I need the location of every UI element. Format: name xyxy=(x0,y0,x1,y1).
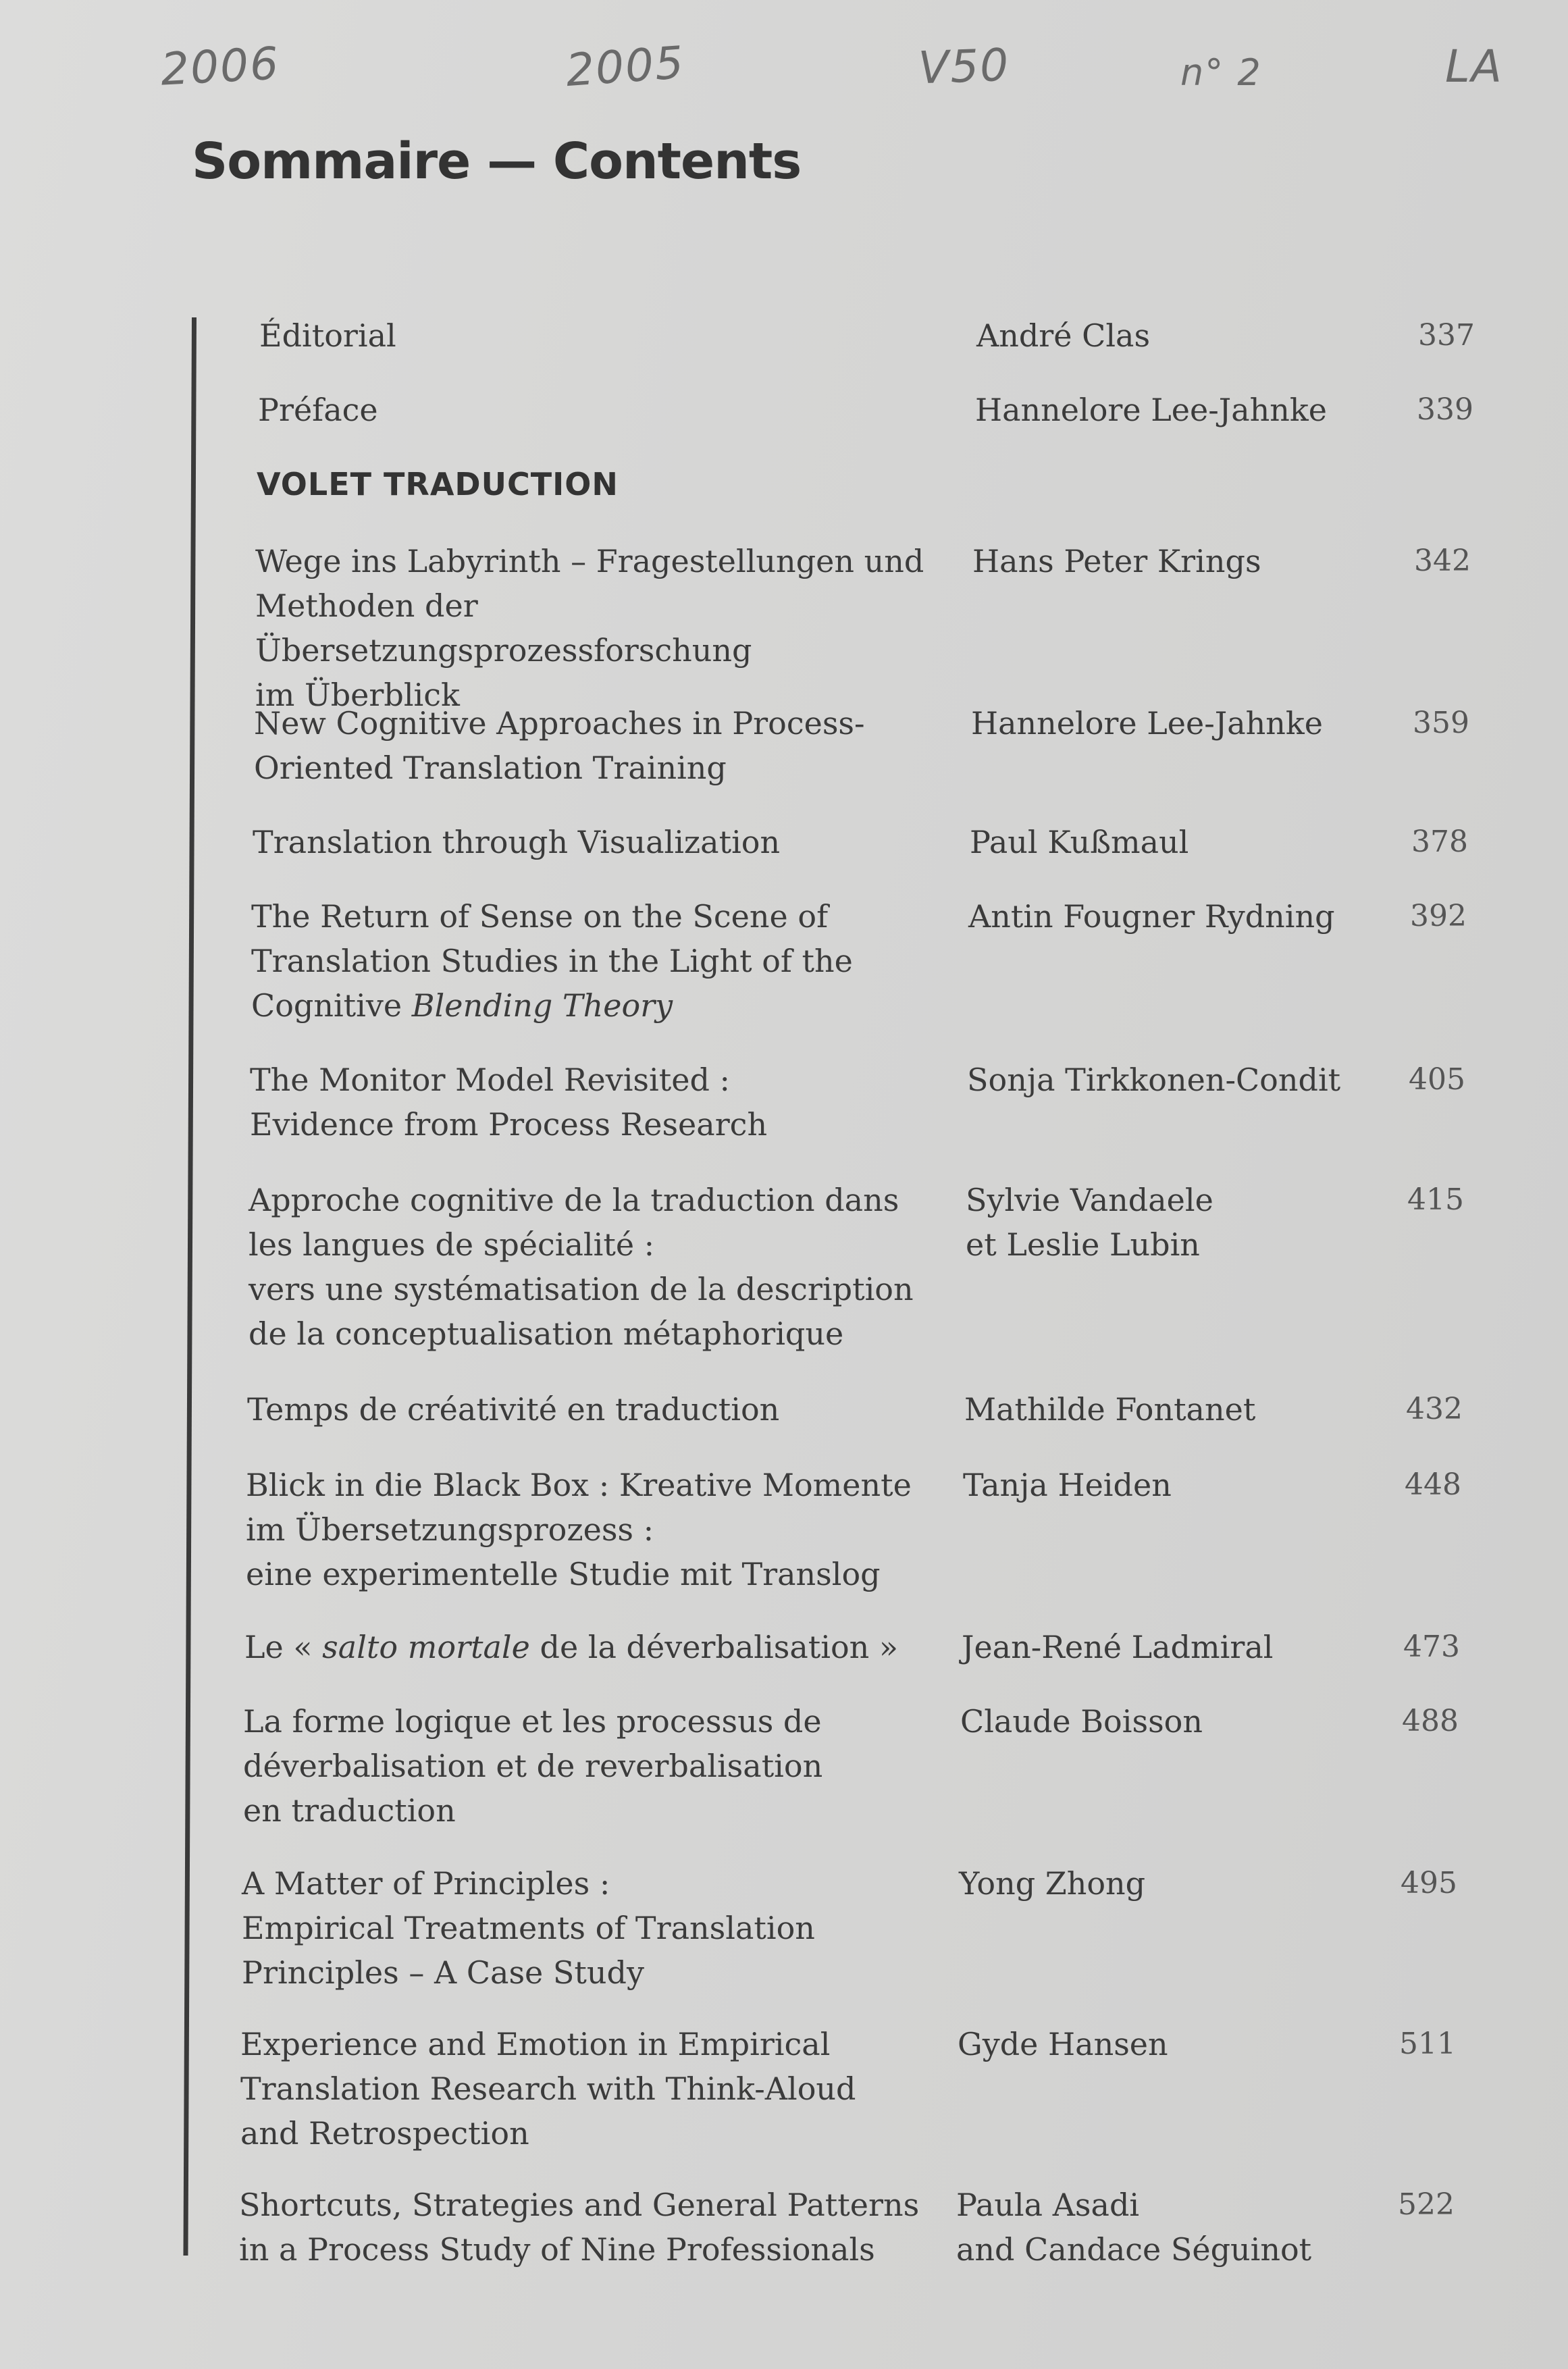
entry-title: Préface xyxy=(258,392,378,428)
entry-author: Sylvie Vandaele et Leslie Lubin xyxy=(966,1182,1213,1263)
entry-author: Sonja Tirkkonen-Condit xyxy=(967,1062,1341,1098)
entry-author: Tanja Heiden xyxy=(963,1467,1172,1503)
entry-page: 337 xyxy=(1418,318,1475,353)
entry-page: 378 xyxy=(1411,825,1468,859)
entry-author: Claude Boisson xyxy=(960,1703,1203,1740)
entry-page: 448 xyxy=(1405,1467,1461,1502)
entry-author: Paula Asadi and Candace Séguinot xyxy=(956,2187,1312,2268)
entry-title-post: de la déverbalisation » xyxy=(529,1629,899,1665)
entry-page: 488 xyxy=(1402,1704,1459,1738)
entry-author: André Clas xyxy=(976,317,1151,354)
entry-title: Wege ins Labyrinth – Fragestellungen und Methoden der Übersetzungsprozessforschung im Überblick xyxy=(255,543,924,713)
entry-title: The Monitor Model Revisited : Evidence from Process Research xyxy=(250,1062,768,1143)
page-title: Sommaire — Contents xyxy=(192,132,802,190)
entry-title: Éditorial xyxy=(259,317,396,354)
entry-page: 473 xyxy=(1403,1630,1460,1664)
handwritten-note-volume: V50 xyxy=(917,38,1011,95)
entry-page: 339 xyxy=(1417,392,1473,427)
entry-title: New Cognitive Approaches in Process- Oriented Translation Training xyxy=(254,705,865,786)
entry-author: Antin Fougner Rydning xyxy=(968,898,1335,935)
entry-title: Approche cognitive de la traduction dans les langues de spécialité : vers une systématisation de la description de la conceptualisation métaphorique xyxy=(249,1182,914,1352)
entry-page: 495 xyxy=(1401,1866,1457,1900)
entry-author: Paul Kußmaul xyxy=(970,824,1189,860)
entry-title: Experience and Emotion in Empirical Translation Research with Think-Aloud and Retrospection xyxy=(240,2026,856,2152)
entry-title-italic: Blending Theory xyxy=(411,987,673,1024)
entry-page: 432 xyxy=(1406,1392,1463,1426)
entry-title: Blick in die Black Box : Kreative Momente im Übersetzungsprozess : eine experimentelle Studie mit Translog xyxy=(246,1467,912,1592)
entry-title: A Matter of Principles : Empirical Treatments of Translation Principles – A Case Study xyxy=(242,1865,815,1991)
entry-title: Temps de créativité en traduction xyxy=(247,1391,780,1428)
entry-title: La forme logique et les processus de déverbalisation et de reverbalisation en traduction xyxy=(243,1703,823,1829)
entry-page: 511 xyxy=(1399,2027,1456,2061)
section-heading: VOLET TRADUCTION xyxy=(257,466,619,502)
entry-page: 392 xyxy=(1410,899,1467,933)
entry-author: Hans Peter Krings xyxy=(972,543,1261,579)
entry-page: 415 xyxy=(1407,1182,1464,1217)
entry-author: Hannelore Lee-Jahnke xyxy=(971,705,1324,741)
handwritten-note-initials: LA xyxy=(1445,41,1503,93)
entry-title xyxy=(244,1625,960,1669)
entry-author: Hannelore Lee-Jahnke xyxy=(975,392,1328,428)
handwritten-note-number: n° 2 xyxy=(1180,51,1262,94)
entry-title-pre: Le « xyxy=(244,1629,323,1665)
entry-title: Translation through Visualization xyxy=(253,824,781,860)
entry-author: Yong Zhong xyxy=(959,1865,1146,1902)
entry-title xyxy=(251,894,967,1028)
entry-page: 359 xyxy=(1413,706,1469,740)
entry-title-italic: salto mortale xyxy=(322,1629,530,1665)
entry-title-text: The Return of Sense on the Scene of Translation Studies in the Light of the Cognitive xyxy=(251,898,853,1024)
entry-author: Gyde Hansen xyxy=(958,2026,1168,2062)
entry-page: 405 xyxy=(1409,1062,1465,1097)
entry-author: Jean-René Ladmiral xyxy=(962,1629,1274,1665)
handwritten-note-year: 2006 xyxy=(159,37,281,96)
entry-page: 342 xyxy=(1414,544,1471,578)
handwritten-note-year-2: 2005 xyxy=(564,36,687,97)
entry-author: Mathilde Fontanet xyxy=(964,1391,1256,1428)
entry-page: 522 xyxy=(1398,2187,1455,2222)
entry-title: Shortcuts, Strategies and General Patterns in a Process Study of Nine Professionals xyxy=(239,2187,920,2268)
